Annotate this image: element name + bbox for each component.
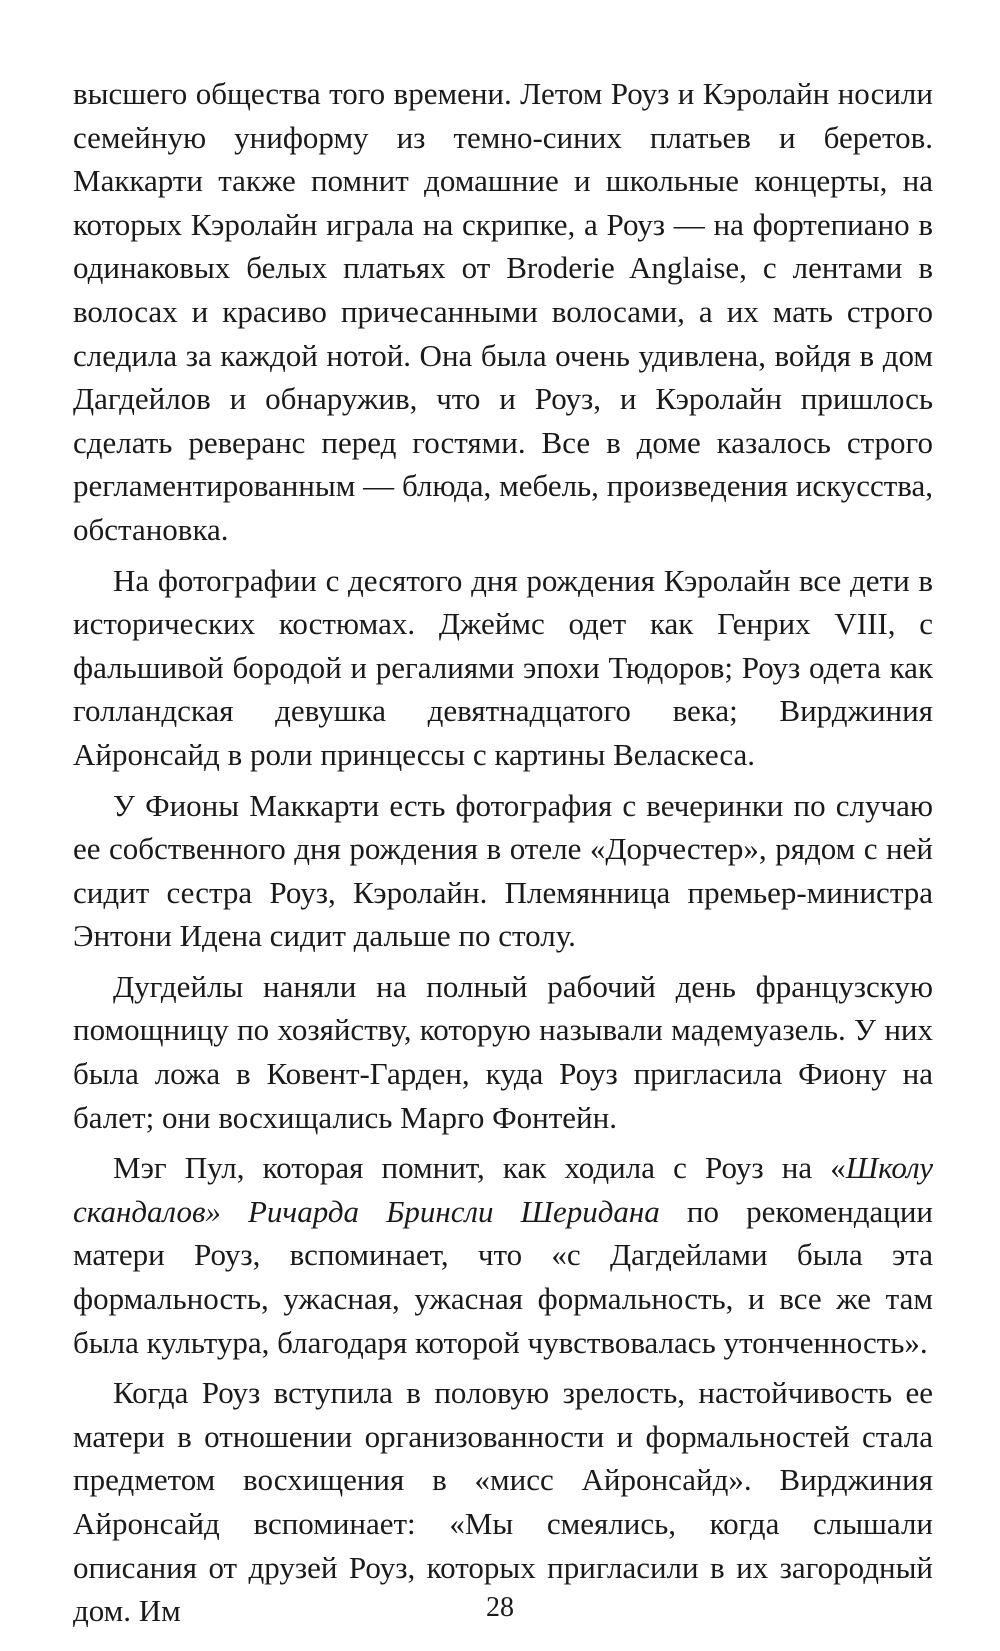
paragraph-4: Дугдейлы наняли на полный рабочий день французскую помощницу по хозяйству, которую называли мадемуазель. У них была ложа в Ковент-Гарден, куда Роуз пригласила Фиону на балет; они восхищались Марго Фонтейн. [73,968,933,1135]
play-title-italic: Школу скандалов» Ричарда Бринсли Шеридана [73,1150,933,1229]
paragraph-3: У Фионы Маккарти есть фотография с вечеринки по случаю ее собственного дня рождения в отеле «Дорчестер», рядом с ней сидит сестра Роуз, Кэролайн. Племянница премьер-министра Энтони Идена сидит дальше по столу. [73,787,933,954]
paragraph-1: высшего общества того времени. Летом Роуз и Кэролайн носили семейную униформу из темно-синих платьев и беретов. Маккарти также помнит домашние и школьные концерты, на которых Кэролайн играла на скрипке, а Роуз — на фортепиано в одинаковых белых платьях от Broderie Anglaise, с лентами в волосах и красиво причесанными волосами, а их мать строго следила за каждой нотой. Она была очень удивлена, войдя в дом Дагдейлов и обнаружив, что и Роуз, и Кэролайн пришлось сделать реверанс перед гостями. Все в доме казалось строго регламентированным — блюда, мебель, произведения искусства, обстановка. [73,76,933,547]
page-number: 28 [486,1592,514,1623]
paragraph-5 [73,1146,933,1364]
paragraph-5-end: по рекомендации матери Роуз, вспоминает, что «с Дагдейлами была эта формальность, ужасная, ужасная формальность, и все же там была культура, благодаря которой чувствовалась утонченность». [73,1193,934,1360]
paragraph-5-start: Мэг Пул, которая помнит, как ходила с Роуз на « [113,1150,846,1186]
body-text [73,72,933,1633]
paragraph-6: Когда Роуз вступила в половую зрелость, настойчивость ее матери в отношении организованности и формальностей стала предметом восхищения в «мисс Айронсайд». Вирджиния Айронсайд вспоминает: «Мы смеялись, когда слышали описания от друзей Роуз, которых пригласили в их загородный дом. Им [73,1375,933,1629]
paragraph-2: На фотографии с десятого дня рождения Кэролайн все дети в исторических костюмах. Джеймс одет как Генрих VIII, с фальшивой бородой и регалиями эпохи Тюдоров; Роуз одета как голландская девушка девятнадцатого века; Вирджиния Айронсайд в роли принцессы с картины Веласкеса. [73,562,933,772]
